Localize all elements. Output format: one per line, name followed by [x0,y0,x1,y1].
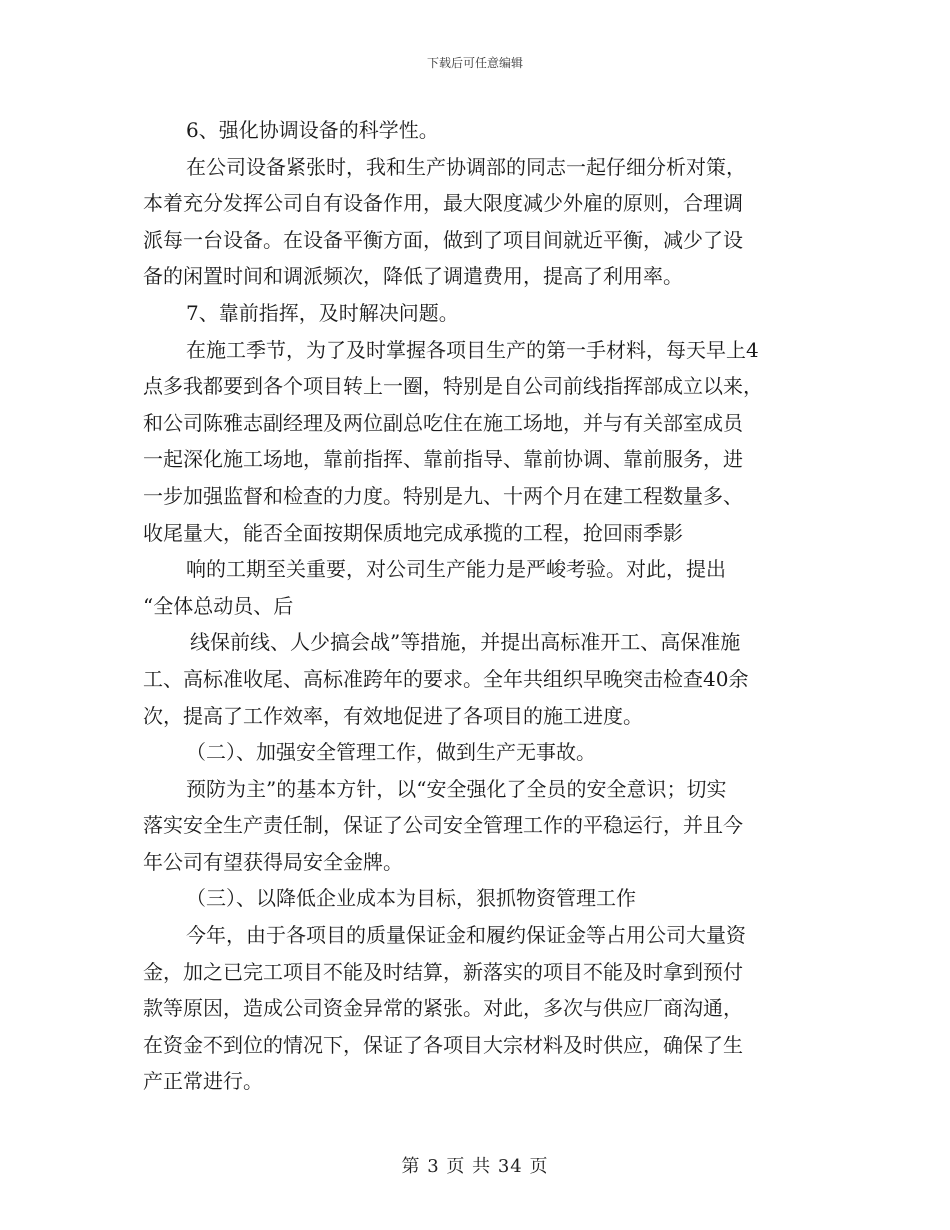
paragraph-line: 一步加强监督和检查的力度。特别是九、十两个月在建工程数量多、 [143,483,743,508]
paragraph-line: 次，提高了工作效率，有效地促进了各项目的施工进度。 [143,703,643,728]
paragraph-line: 本着充分发挥公司自有设备作用，最大限度减少外雇的原则，合理调 [143,191,743,216]
paragraph-line: 派每一台设备。在设备平衡方面，做到了项目间就近平衡，减少了设 [143,227,743,252]
paragraph-line: 工、高标准收尾、高标准跨年的要求。全年共组织早晚突击检查40余 [143,666,749,691]
paragraph-line: 产正常进行。 [143,1069,263,1094]
paragraph-line: 今年，由于各项目的质量保证金和履约保证金等占用公司大量资 [186,923,746,948]
paragraph-line: 点多我都要到各个项目转上一圈，特别是自公司前线指挥部成立以来， [143,374,763,399]
page-footer: 第 3 页 共 34 页 [401,1156,549,1177]
page-header: 下载后可任意编辑 [426,56,523,70]
paragraph-line: 备的闲置时间和调派频次，降低了调遣费用，提高了利用率。 [143,264,683,289]
paragraph-line: 在公司设备紧张时，我和生产协调部的同志一起仔细分析对策， [186,154,746,179]
document-body [143,112,815,1100]
section-heading: （三）、以降低企业成本为目标，狠抓物资管理工作 [186,886,636,911]
paragraph-line: 预防为主”的基本方针，以“安全强化了全员的安全意识；切实 [186,776,727,801]
paragraph-line: 响的工期至关重要，对公司生产能力是严峻考验。对此，提出 [186,557,726,582]
paragraph-line: 金，加之已完工项目不能及时结算，新落实的项目不能及时拿到预付 [143,959,743,984]
paragraph-line: 线保前线、人少搞会战”等措施，并提出高标准开工、高保准施 [190,630,741,655]
paragraph-line: 落实安全生产责任制，保证了公司安全管理工作的平稳运行，并且今 [143,813,743,838]
paragraph-line: 收尾量大，能否全面按期保质地完成承揽的工程，抢回雨季影 [143,520,683,545]
paragraph-line: 和公司陈雅志副经理及两位副总吃住在施工场地，并与有关部室成员 [143,410,743,435]
paragraph-line: 7、靠前指挥，及时解决问题。 [186,300,459,325]
paragraph-line: 款等原因，造成公司资金异常的紧张。对此，多次与供应厂商沟通， [143,996,743,1021]
paragraph-line: 在施工季节，为了及时掌握各项目生产的第一手材料，每天早上4 [186,337,759,362]
section-heading: （二）、加强安全管理工作，做到生产无事故。 [186,740,596,765]
paragraph-line: 年公司有望获得局安全金牌。 [143,849,403,874]
paragraph-line: 在资金不到位的情况下，保证了各项目大宗材料及时供应，确保了生 [143,1032,743,1057]
paragraph-line: 一起深化施工场地，靠前指挥、靠前指导、靠前协调、靠前服务，进 [143,447,743,472]
paragraph-line: 6、强化协调设备的科学性。 [186,118,439,142]
paragraph-line: “全体总动员、后 [143,593,294,618]
